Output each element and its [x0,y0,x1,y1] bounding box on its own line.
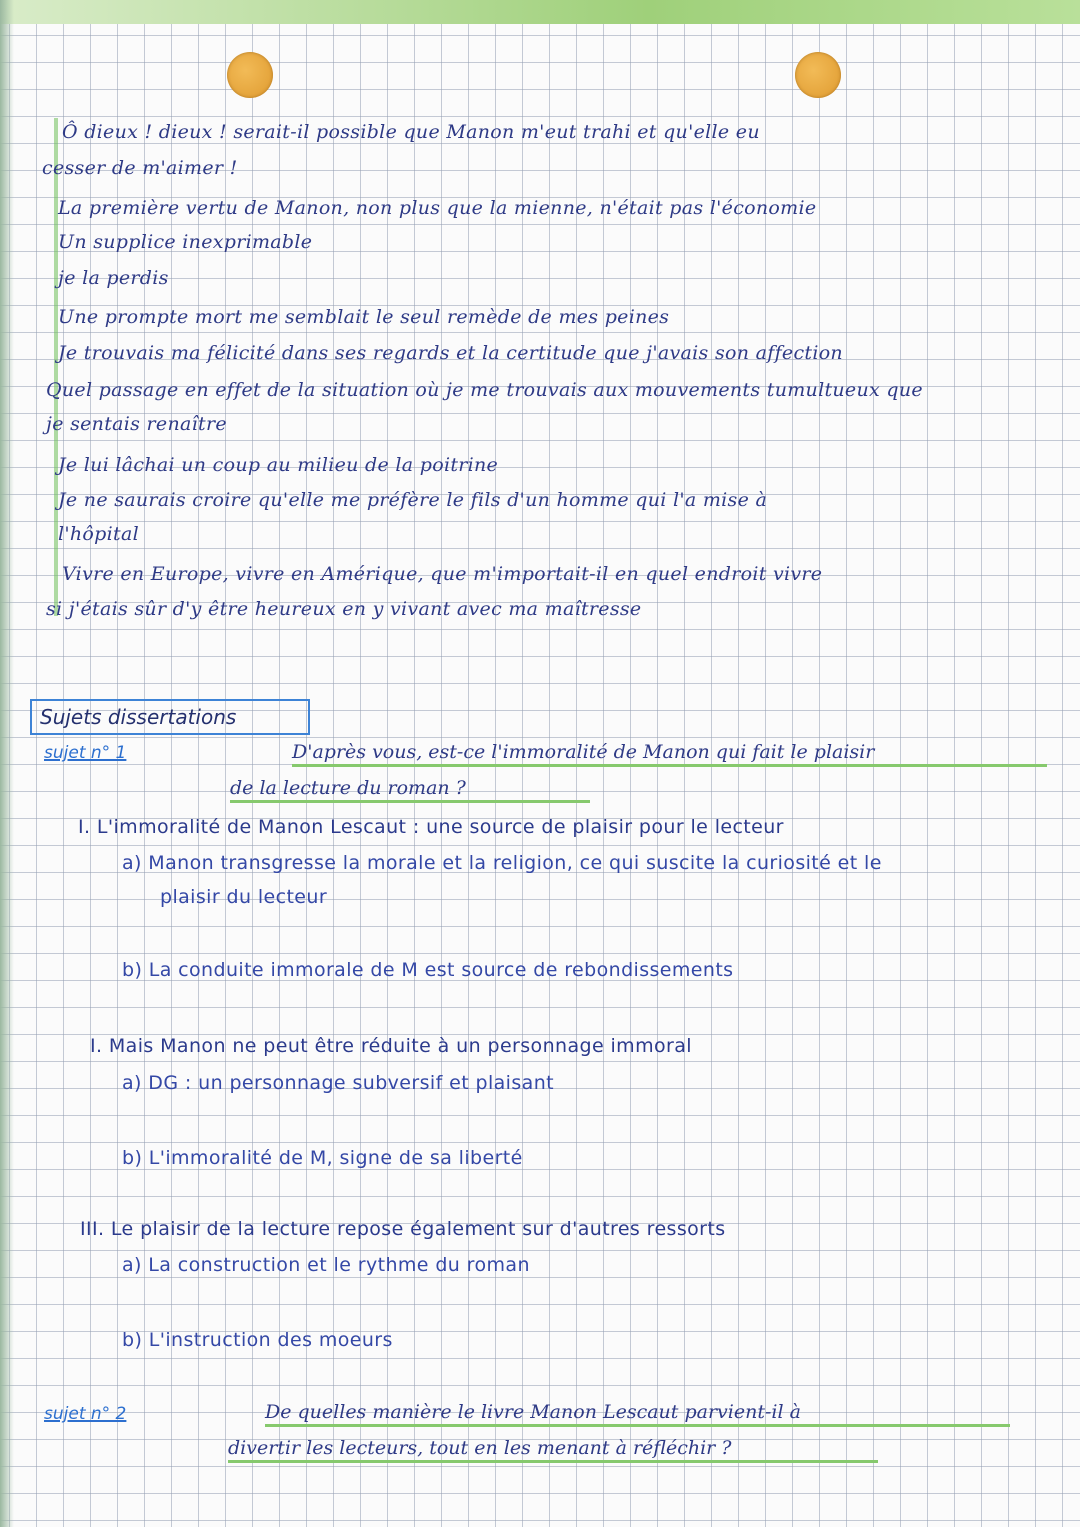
quote-line: Je lui lâchai un coup au milieu de la poitrine [58,454,499,476]
subject-2-question: De quelles manière le livre Manon Lescaut parvient-il à [265,1400,1010,1427]
quote-line: l'hôpital [58,523,139,545]
left-margin-border [0,0,14,1527]
quote-line: je la perdis [58,267,169,289]
quote-line: Je ne saurais croire qu'elle me préfère le fils d'un homme qui l'a mise à [58,489,768,511]
plan-subpart: b) L'instruction des moeurs [122,1329,393,1351]
plan-part: I. Mais Manon ne peut être réduite à un personnage immoral [90,1035,692,1057]
quote-line: Ô dieux ! dieux ! serait-il possible que Manon m'eut trahi et qu'elle eu [62,121,760,143]
subject-2-label: sujet n° 2 [44,1404,127,1424]
subject-1-label: sujet n° 1 [44,743,127,763]
quote-line: je sentais renaître [46,413,227,435]
quote-line: Un supplice inexprimable [58,231,313,253]
plan-subpart: b) La conduite immorale de M est source de rebondissements [122,959,734,981]
plan-subpart: b) L'immoralité de M, signe de sa liberté [122,1147,523,1169]
subject-1-question: D'après vous, est-ce l'immoralité de Manon qui fait le plaisir [292,740,1047,767]
section-title: Sujets dissertations [30,699,310,735]
subject-1-question: de la lecture du roman ? [230,776,590,803]
plan-subpart: a) Manon transgresse la morale et la religion, ce qui suscite la curiosité et le [122,852,882,874]
subject-2-question: divertir les lecteurs, tout en les menant à réfléchir ? [228,1436,878,1463]
quote-line: Une prompte mort me semblait le seul remède de mes peines [58,306,670,328]
quote-line: Je trouvais ma félicité dans ses regards et la certitude que j'avais son affection [58,342,843,364]
top-margin-band [0,0,1080,24]
plan-part: I. L'immoralité de Manon Lescaut : une source de plaisir pour le lecteur [78,816,784,838]
plan-subpart: a) DG : un personnage subversif et plaisant [122,1072,554,1094]
quote-line: Quel passage en effet de la situation où je me trouvais aux mouvements tumultueux que [46,379,923,401]
quote-line: La première vertu de Manon, non plus que la mienne, n'était pas l'économie [58,197,817,219]
plan-subpart: a) La construction et le rythme du roman [122,1254,530,1276]
binder-hole-left [227,52,273,98]
quote-line: cesser de m'aimer ! [42,157,238,179]
quote-line: Vivre en Europe, vivre en Amérique, que m'importait-il en quel endroit vivre [62,563,823,585]
quote-line: si j'étais sûr d'y être heureux en y vivant avec ma maîtresse [46,598,642,620]
plan-part: III. Le plaisir de la lecture repose également sur d'autres ressorts [80,1218,726,1240]
plan-subpart: plaisir du lecteur [160,886,328,908]
binder-hole-right [795,52,841,98]
